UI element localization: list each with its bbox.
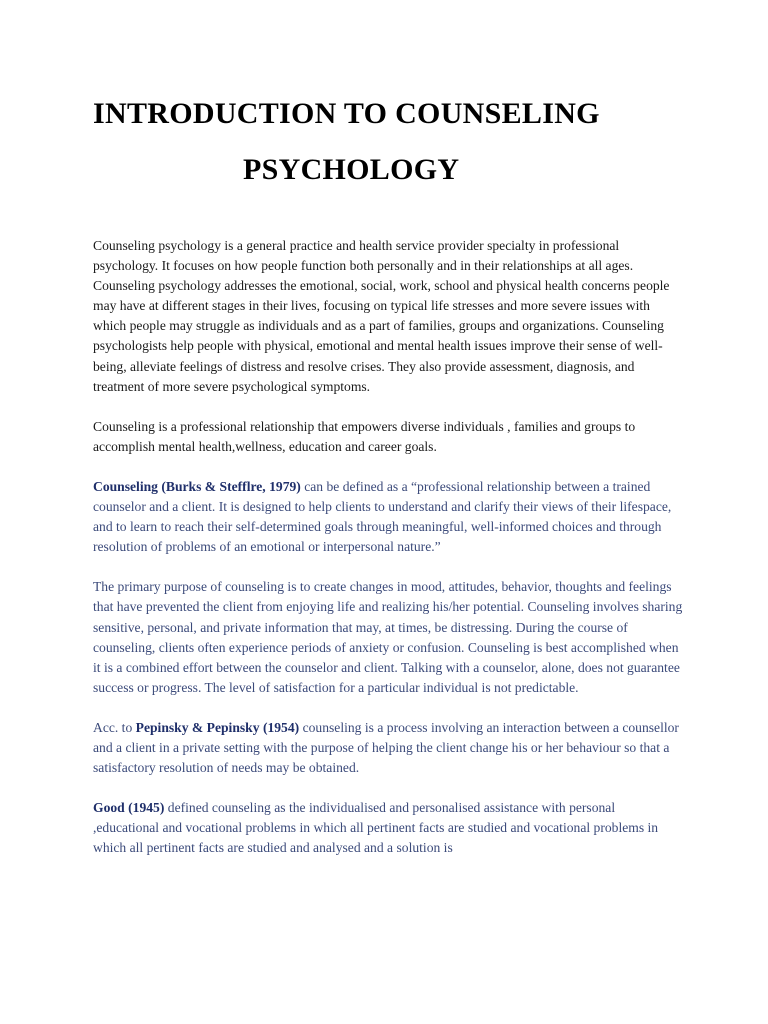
paragraph-lead: Acc. to	[93, 719, 136, 735]
paragraph-text: The primary purpose of counseling is to create changes in mood, attitudes, behavior, thoughts and feelings that have prevented the client from enjoying life and realizing his/her potential. Counseling involves sharing sensitive, personal, and private information that may, at times, be distressing. During the course of counseling, clients often experience periods of anxiety or confusion. Counseling is best accomplished when it is a combined effort between the counselor and client. Talking with a counselor, alone, does not guarantee success or progress. The level of satisfaction for a particular individual is not predictable.	[93, 579, 683, 695]
paragraph-relationship	[93, 417, 683, 457]
document-body	[93, 236, 683, 878]
paragraph-good	[93, 798, 683, 858]
title-line-1: INTRODUCTION TO COUNSELING	[93, 97, 600, 130]
paragraph-pepinsky	[93, 718, 683, 778]
document-title	[93, 86, 693, 198]
paragraph-text: can be defined as a “professional relationship between a trained counselor and a client. It is designed to help clients to understand and clarify their views of their lifespace, and to learn to reach their self-determined goals through meaningful, well-informed choices and through resolution of problems of an emotional or interpersonal nature.”	[93, 478, 672, 555]
paragraph-definition	[93, 236, 683, 397]
title-line-2: PSYCHOLOGY	[243, 153, 460, 186]
paragraph-text: Counseling psychology is a general practice and health service provider specialty in professional psychology. It focuses on how people function both personally and in their relationships at all ages. Counseling psychology addresses the emotional, social, work, school and physical health concerns people may have at different stages in their lives, focusing on typical life stresses and more severe issues with which people may struggle as individuals and as a part of families, groups and organizations. Counseling psychologists help people with physical, emotional and mental health issues improve their sense of well-being, alleviate feelings of distress and resolve crises. They also provide assessment, diagnosis, and treatment of more severe psychological symptoms.	[93, 238, 670, 394]
paragraph-text: counseling is a process involving an interaction between a counsellor and a client in a private setting with the purpose of helping the client change his or her behaviour so that a satisfactory resolution of needs may be obtained.	[93, 719, 679, 776]
paragraph-text: Counseling is a professional relationship that empowers diverse individuals , families and groups to accomplish mental health,wellness, education and career goals.	[93, 418, 636, 454]
paragraph-burks-stefflre	[93, 477, 683, 557]
citation-good: Good (1945)	[93, 800, 165, 816]
paragraph-primary-purpose	[93, 577, 683, 698]
paragraph-text: defined counseling as the individualised and personalised assistance with personal ,educational and vocational problems in which all pertinent facts are studied and vocational problems in which all pertinent facts are studied and analysed and a solution is	[93, 800, 659, 856]
citation-pepinsky: Pepinsky & Pepinsky (1954)	[135, 719, 300, 735]
citation-burks-stefflre: Counseling (Burks & Stefflre, 1979)	[93, 478, 301, 494]
